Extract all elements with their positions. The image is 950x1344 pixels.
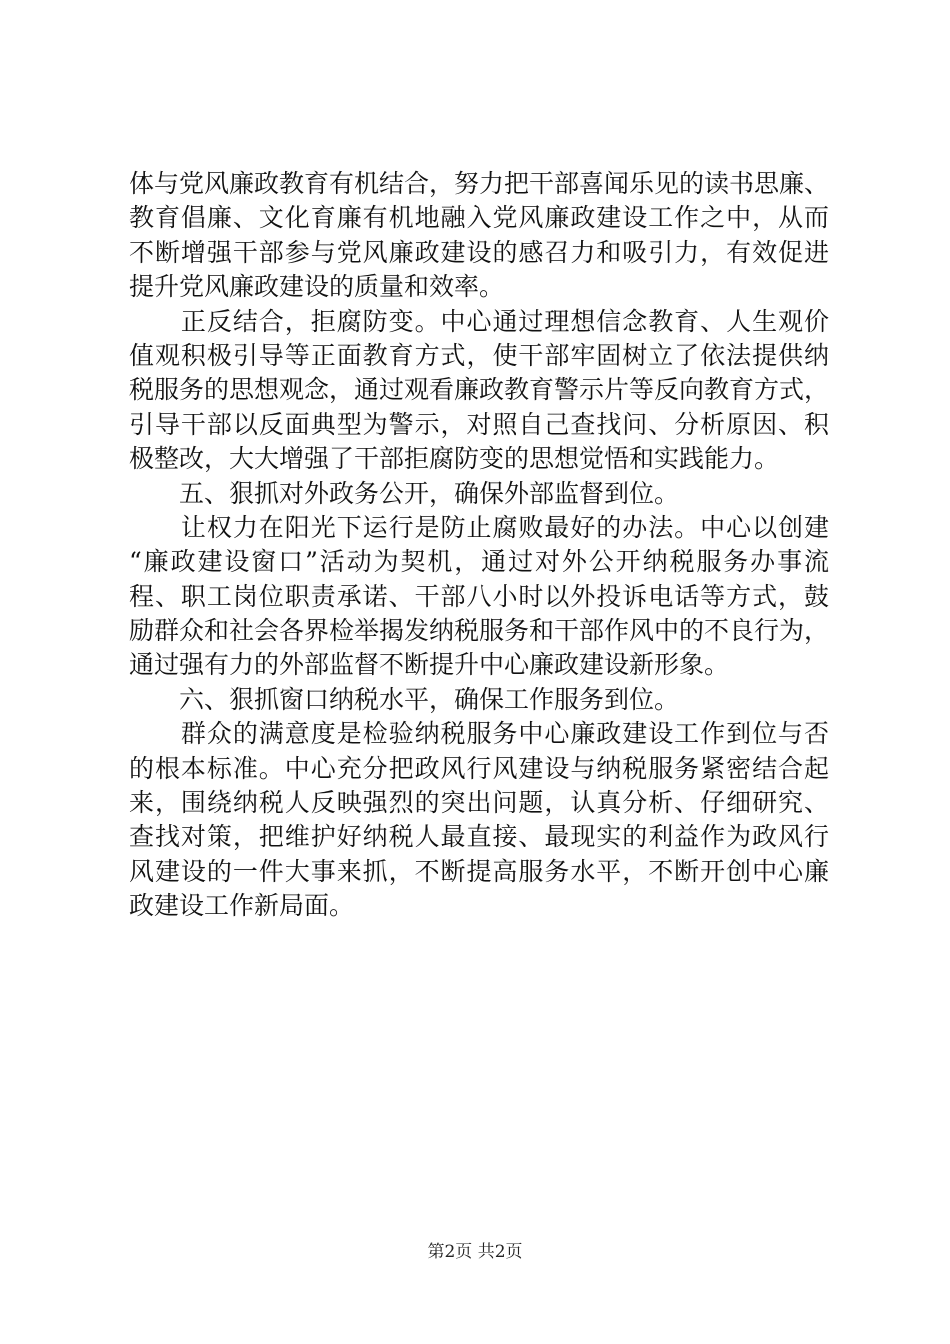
- text-line: 程、职工岗位职责承诺、干部八小时以外投诉电话等方式，鼓: [129, 581, 829, 611]
- text-line: 引导干部以反面典型为警示，对照自己查找问、分析原因、积: [129, 409, 829, 439]
- text-line: 提升党风廉政建设的质量和效率。: [129, 272, 505, 302]
- text-line: 值观积极引导等正面教育方式，使干部牢固树立了依法提供纳: [129, 340, 829, 370]
- text-line: 的根本标准。中心充分把政风行风建设与纳税服务紧密结合起: [129, 753, 829, 783]
- text-line: 极整改，大大增强了干部拒腐防变的思想觉悟和实践能力。: [129, 444, 780, 474]
- text-line: 不断增强干部参与党风廉政建设的感召力和吸引力，有效促进: [129, 237, 829, 267]
- text-line: 体与党风廉政教育有机结合，努力把干部喜闻乐见的读书思廉、: [129, 169, 830, 198]
- text-line: 政建设工作新局面。: [129, 891, 355, 921]
- text-line: 风建设的一件大事来抓，不断提高服务水平，不断开创中心廉: [129, 856, 829, 886]
- body-text: [129, 167, 829, 924]
- text-line: 教育倡廉、文化育廉有机地融入党风廉政建设工作之中，从而: [129, 203, 829, 233]
- text-line: 励群众和社会各界检举揭发纳税服务和干部作风中的不良行为，: [129, 616, 830, 646]
- text-line: 通过强有力的外部监督不断提升中心廉政建设新形象。: [129, 650, 730, 680]
- text-line: 六、狠抓窗口纳税水平，确保工作服务到位。: [129, 684, 680, 714]
- text-line: 税服务的思想观念，通过观看廉政教育警示片等反向教育方式，: [129, 375, 830, 405]
- text-line: 群众的满意度是检验纳税服务中心廉政建设工作到位与否: [129, 719, 829, 749]
- text-line: “廉政建设窗口”活动为契机，通过对外公开纳税服务办事流: [129, 547, 829, 577]
- text-line: 五、狠抓对外政务公开，确保外部监督到位。: [129, 478, 680, 508]
- text-line: 来，围绕纳税人反映强烈的突出问题，认真分析、仔细研究、: [129, 788, 829, 818]
- text-line: 正反结合，拒腐防变。中心通过理想信念教育、人生观价: [129, 306, 829, 336]
- text-line: 查找对策，把维护好纳税人最直接、最现实的利益作为政风行: [129, 822, 829, 852]
- page-footer: 第2页 共2页: [427, 1242, 523, 1262]
- text-line: 让权力在阳光下运行是防止腐败最好的办法。中心以创建: [129, 512, 829, 542]
